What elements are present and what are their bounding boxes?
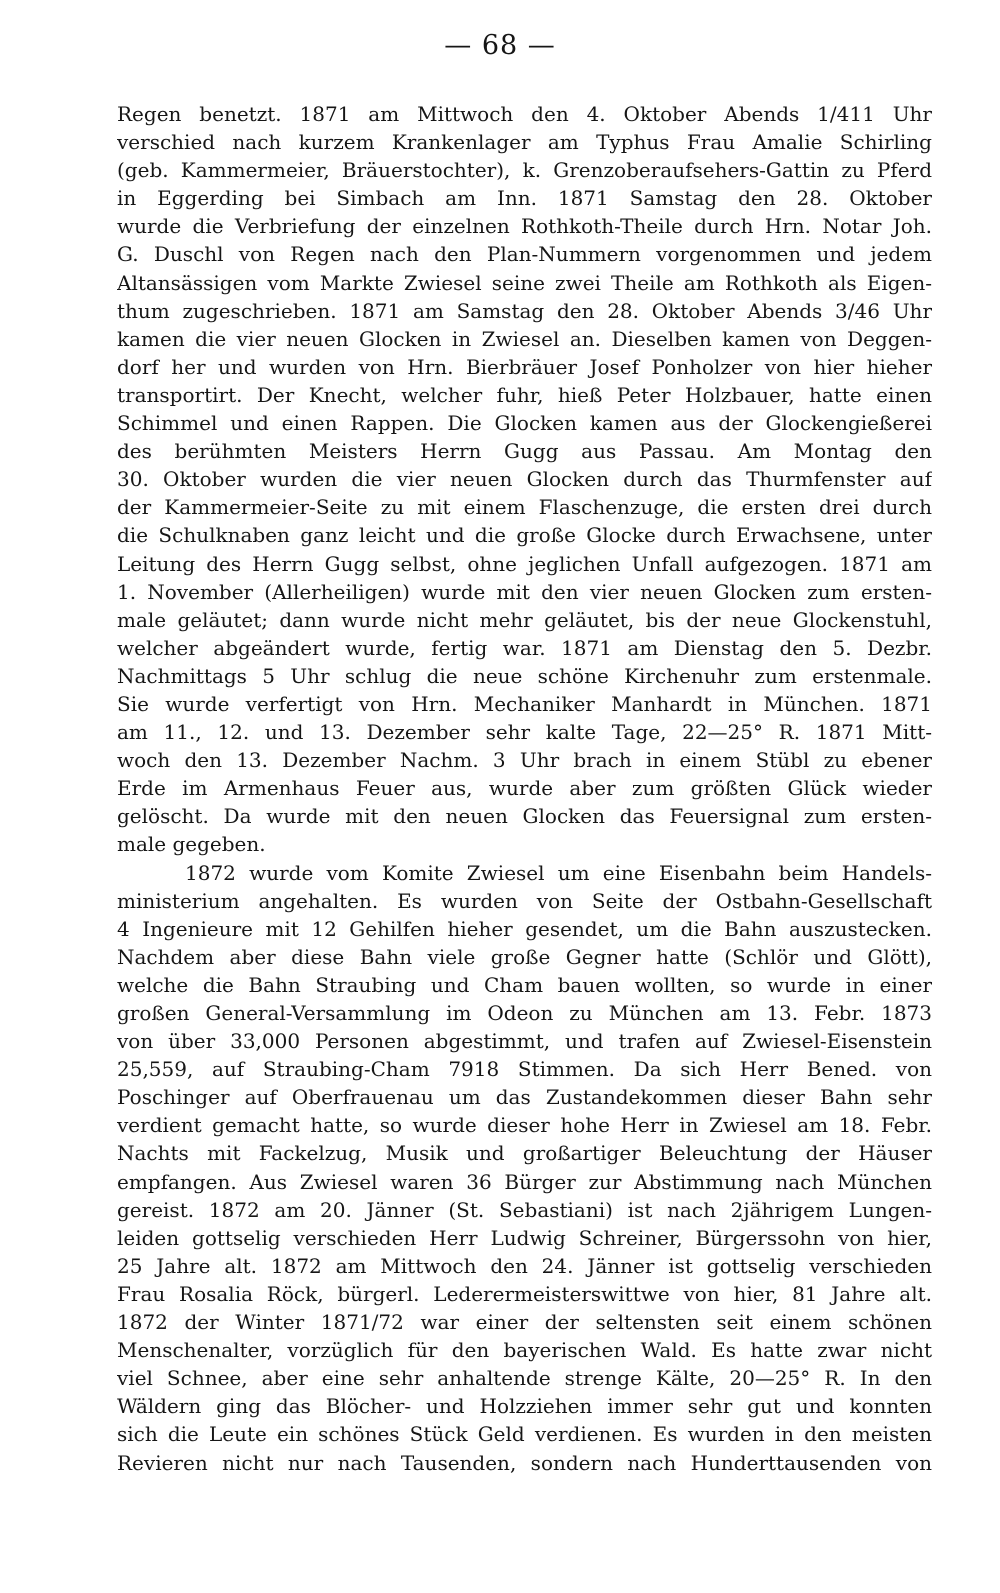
text-line: 4 Ingenieure mit 12 Gehilfen hieher gesendet, um die Bahn auszustecken. <box>117 916 932 941</box>
text-line: 25,559, auf Straubing-Cham 7918 Stimmen. Da sich Herr Bened. von <box>117 1057 932 1082</box>
text-line: der Kammermeier-Seite zu mit einem Flaschenzuge, die ersten drei durch <box>117 495 932 520</box>
text-line: 30. Oktober wurden die vier neuen Glocken durch das Thurmfenster auf <box>117 467 932 492</box>
text-line: Menschenalter, vorzüglich für den bayerischen Wald. Es hatte zwar nicht <box>117 1338 932 1363</box>
text-line: male gegeben. <box>117 832 266 857</box>
text-line: von über 33,000 Personen abgestimmt, und trafen auf Zwiesel-Eisenstein <box>117 1029 932 1054</box>
text-line: in Eggerding bei Simbach am Inn. 1871 Samstag den 28. Oktober <box>117 186 932 211</box>
text-line: welcher abgeändert wurde, fertig war. 1871 am Dienstag den 5. Dezbr. <box>117 635 932 660</box>
text-line: Erde im Armenhaus Feuer aus, wurde aber zum größten Glück wieder <box>117 776 932 801</box>
text-line: sich die Leute ein schönes Stück Geld verdienen. Es wurden in den meisten <box>117 1422 932 1447</box>
text-line: ministerium angehalten. Es wurden von Seite der Ostbahn-Gesellschaft <box>117 888 932 913</box>
text-line: verschied nach kurzem Krankenlager am Typhus Frau Amalie Schirling <box>117 130 932 155</box>
text-line: thum zugeschrieben. 1871 am Samstag den 28. Oktober Abends 3/46 Uhr <box>117 298 932 323</box>
text-line: wurde die Verbriefung der einzelnen Rothkoth-Theile durch Hrn. Notar Joh. <box>117 214 932 239</box>
text-line: Schimmel und einen Rappen. Die Glocken kamen aus der Glockengießerei <box>117 411 932 436</box>
text-line: Altansässigen vom Markte Zwiesel seine zwei Theile am Rothkoth als Eigen- <box>117 270 932 295</box>
text-line: Revieren nicht nur nach Tausenden, sondern nach Hunderttausenden von <box>117 1450 932 1475</box>
body-text <box>117 100 932 1477</box>
text-line: Nachdem aber diese Bahn viele große Gegner hatte (Schlör und Glött), <box>117 944 932 969</box>
text-line: kamen die vier neuen Glocken in Zwiesel an. Dieselben kamen von Deggen- <box>117 326 932 351</box>
text-line: (geb. Kammermeier, Bräuerstochter), k. Grenzoberaufsehers-Gattin zu Pferd <box>117 158 932 183</box>
text-line: Nachmittags 5 Uhr schlug die neue schöne Kirchenuhr zum erstenmale. <box>117 663 932 688</box>
text-line: empfangen. Aus Zwiesel waren 36 Bürger zur Abstimmung nach München <box>117 1169 932 1194</box>
text-line: woch den 13. Dezember Nachm. 3 Uhr brach in einem Stübl zu ebener <box>117 748 932 773</box>
text-line: leiden gottselig verschieden Herr Ludwig Schreiner, Bürgerssohn von hier, <box>117 1225 932 1250</box>
text-line: des berühmten Meisters Herrn Gugg aus Passau. Am Montag den <box>117 439 932 464</box>
text-line: Poschinger auf Oberfrauenau um das Zustandekommen dieser Bahn sehr <box>117 1085 932 1110</box>
text-line: gereist. 1872 am 20. Jänner (St. Sebastiani) ist nach 2jährigem Lungen- <box>117 1197 932 1222</box>
text-line: am 11., 12. und 13. Dezember sehr kalte Tage, 22—25° R. 1871 Mitt- <box>117 720 932 745</box>
text-line: transportirt. Der Knecht, welcher fuhr, hieß Peter Holzbauer, hatte einen <box>117 382 932 407</box>
text-line: G. Duschl von Regen nach den Plan-Nummern vorgenommen und jedem <box>117 242 932 267</box>
text-line: welche die Bahn Straubing und Cham bauen wollten, so wurde in einer <box>117 972 932 997</box>
text-line: die Schulknaben ganz leicht und die große Glocke durch Erwachsene, unter <box>117 523 932 548</box>
text-line: viel Schnee, aber eine sehr anhaltende strenge Kälte, 20—25° R. In den <box>117 1366 932 1391</box>
text-line: Regen benetzt. 1871 am Mittwoch den 4. Oktober Abends 1/411 Uhr <box>117 102 932 126</box>
text-line: Leitung des Herrn Gugg selbst, ohne jeglichen Unfall aufgezogen. 1871 am <box>117 551 932 576</box>
text-line: male geläutet; dann wurde nicht mehr geläutet, bis der neue Glockenstuhl, <box>117 607 932 632</box>
text-line: 1872 der Winter 1871/72 war einer der seltensten seit einem schönen <box>117 1310 932 1335</box>
text-line: großen General-Versammlung im Odeon zu München am 13. Febr. 1873 <box>117 1001 932 1025</box>
text-line: 25 Jahre alt. 1872 am Mittwoch den 24. Jänner ist gottselig verschieden <box>117 1253 932 1278</box>
page-number: — 68 — <box>444 30 556 61</box>
text-line: verdient gemacht hatte, so wurde dieser hohe Herr in Zwiesel am 18. Febr. <box>117 1113 932 1138</box>
text-line: gelöscht. Da wurde mit den neuen Glocken das Feuersignal zum ersten- <box>117 804 932 829</box>
text-line: dorf her und wurden von Hrn. Bierbräuer Josef Ponholzer von hier hieher <box>117 354 932 379</box>
text-line: 1. November (Allerheiligen) wurde mit den vier neuen Glocken zum ersten- <box>117 579 932 604</box>
text-line: Frau Rosalia Röck, bürgerl. Lederermeisterswittwe von hier, 81 Jahre alt. <box>117 1281 932 1306</box>
text-line: 1872 wurde vom Komite Zwiesel um eine Eisenbahn beim Handels- <box>185 860 932 885</box>
text-line: Nachts mit Fackelzug, Musik und großartiger Beleuchtung der Häuser <box>117 1141 932 1166</box>
text-line: Wäldern ging das Blöcher- und Holzziehen immer sehr gut und konnten <box>117 1394 932 1419</box>
text-line: Sie wurde verfertigt von Hrn. Mechaniker Manhardt in München. 1871 <box>117 691 932 716</box>
